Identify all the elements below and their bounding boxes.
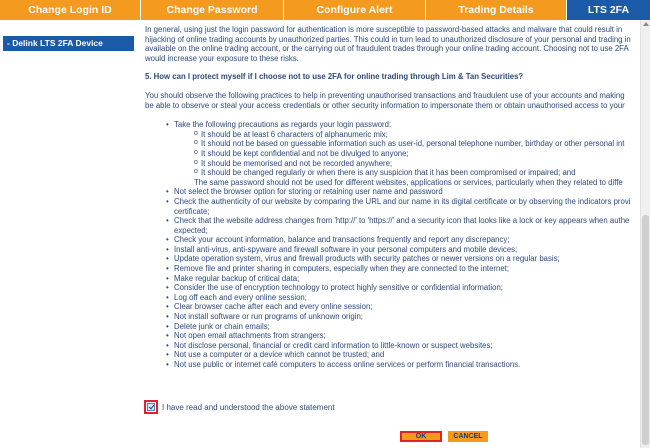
tab-trading-details[interactable]: Trading Details: [426, 0, 567, 20]
list-item-continuation: certificate;: [174, 206, 210, 216]
sidebar-item-delink-lts-2fa-device[interactable]: - Delink LTS 2FA Device: [3, 36, 134, 51]
ok-button-label: OK: [402, 433, 440, 440]
list-item-text: Take the following precautions as regards your login password:: [174, 120, 392, 130]
list-item-text: Check the authenticity of our website by comparing the URL and our name in its digital certificate or by observing the indicators provi: [174, 196, 631, 206]
precautions-list: [145, 120, 639, 369]
tab-change-login-id[interactable]: Change Login ID: [0, 0, 141, 20]
list-item: o It should be kept confidential and not be divulged to anyone;: [194, 149, 639, 159]
list-item: • Not use public or internet café computers to access online services or perform financial transactions.: [166, 360, 639, 370]
list-item: [194, 168, 639, 187]
list-item: • Delete junk or chain emails;: [166, 322, 639, 332]
list-item: [166, 197, 639, 216]
ok-button[interactable]: [400, 431, 442, 442]
list-item: o It should be memorised and not be recorded anywhere;: [194, 159, 639, 169]
list-item: [166, 120, 639, 187]
list-item: • Not open email attachments from strangers;: [166, 331, 639, 341]
list-item: • Not disclose personal, financial or credit card information to little-known or suspect websites;: [166, 341, 639, 351]
list-item: • Update operation system, virus and firewall products with security patches or newer versions on a regular basis;: [166, 254, 639, 264]
advice-line: You should observe the following practices to help in preventing unauthorised transactions and fraudulent use of your accounts and making: [145, 90, 625, 100]
checkmark-icon: [147, 403, 155, 411]
list-item: • Not select the browser option for storing or retaining user name and password: [166, 187, 639, 197]
section-heading: 5. How can I protect myself if I choose not to use 2FA for online trading through Lim & Tan Securities?: [145, 72, 524, 82]
sidebar: [0, 20, 136, 448]
list-item-continuation: expected;: [174, 225, 208, 235]
list-item: • Check your account information, balance and transactions frequently and report any discrepancy;: [166, 235, 639, 245]
password-precautions-list: [174, 130, 639, 188]
intro-line: hijacking of online trading accounts by unauthorized parties. This could in turn lead to unauthorized disclosure of your personal and trading in: [145, 34, 631, 44]
tab-bar: [0, 0, 650, 20]
list-item: • Remove file and printer sharing in computers, especially when they are connected to the internet;: [166, 264, 639, 274]
list-item-continuation: The same password should not be used for different websites, applications or services, particularly when they related to diffe: [194, 177, 623, 187]
list-item: • Make regular backup of critical data;: [166, 274, 639, 284]
list-item: o It should be at least 6 characters of alphanumeric mix;: [194, 130, 639, 140]
cancel-button[interactable]: CANCEL: [448, 431, 488, 442]
list-item: • Not use a computer or a device which cannot be trusted; and: [166, 350, 639, 360]
statement-content: [145, 25, 639, 448]
list-item-text: It should be changed regularly or when there is any suspicion that it has been compromised or impaired; and: [201, 168, 576, 178]
acknowledge-row: [144, 400, 335, 414]
list-item-text: Check that the website address changes from 'http://' to 'https://' and a security icon that looks like a lock or key appears when authe: [174, 216, 630, 226]
list-item: • Consider the use of encryption technology to protect highly sensitive or confidential information;: [166, 283, 639, 293]
list-item: • Clear browser cache after each and every online session;: [166, 302, 639, 312]
list-item: [166, 216, 639, 235]
tab-lts-2fa[interactable]: LTS 2FA: [567, 0, 650, 20]
intro-line: In general, using just the login password for authentication is more susceptible to password-based attacks and malware that could result in: [145, 25, 623, 34]
intro-line: available on the online trading account, or the carrying out of fraudulent trades through your online trading account. Choosing not to use 2FA: [145, 44, 629, 54]
list-item: • Not install software or run programs of unknown origin;: [166, 312, 639, 322]
tab-configure-alert[interactable]: Configure Alert: [284, 0, 426, 20]
content-scrollbar[interactable]: [640, 20, 650, 448]
acknowledge-label[interactable]: I have read and understood the above statement: [162, 402, 335, 412]
advice-line: be able to observe or steal your access credentials or other security information to impersonate them or obtain unauthorised access to your: [145, 100, 625, 110]
list-item: • Install anti-virus, anti-spyware and firewall software in your personal computers and mobile devices;: [166, 245, 639, 255]
tab-change-password[interactable]: Change Password: [141, 0, 284, 20]
list-item: • Log off each and every online session;: [166, 293, 639, 303]
acknowledge-checkbox[interactable]: [144, 400, 158, 414]
scroll-up-arrow-icon[interactable]: [643, 22, 649, 26]
scrollbar-thumb[interactable]: [642, 215, 649, 445]
list-item: o It should not be based on guessable information such as user-id, personal telephone number, birthday or other personal int: [194, 139, 639, 149]
intro-line: would increase your exposure to these risks.: [145, 53, 299, 63]
